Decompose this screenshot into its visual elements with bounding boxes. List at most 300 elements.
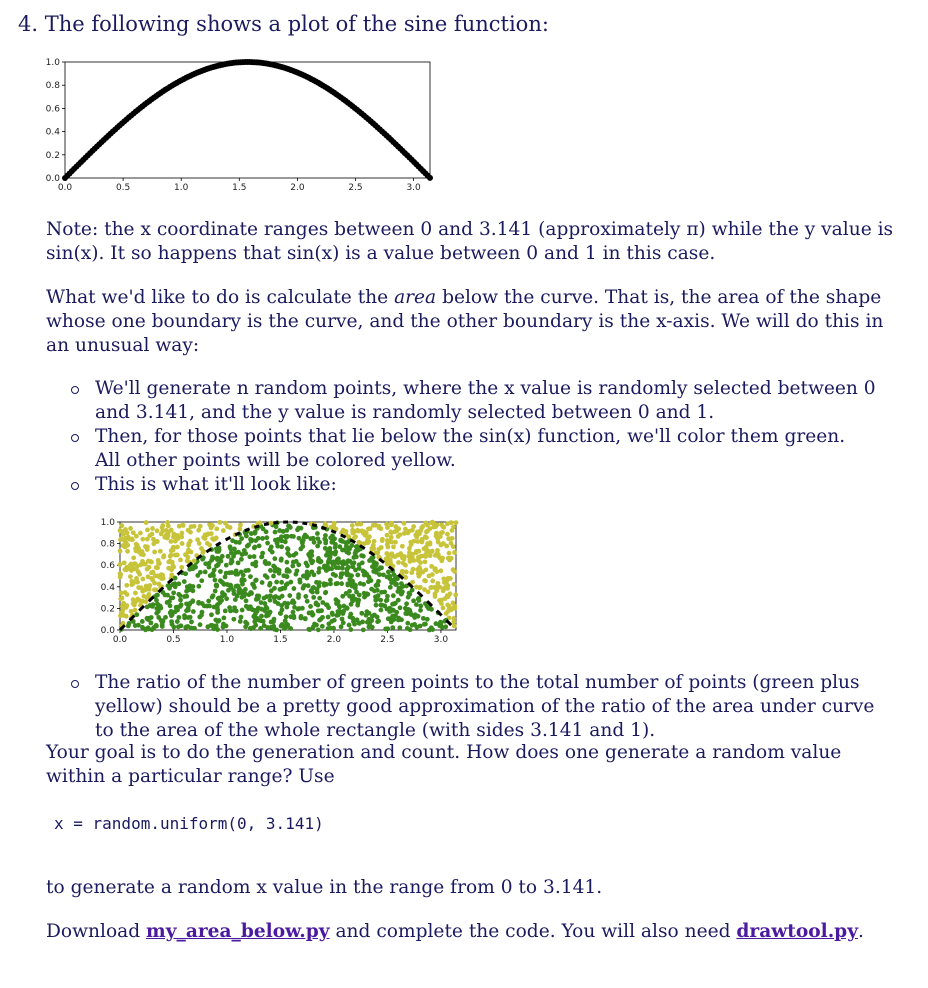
green-point — [291, 615, 296, 620]
ratio-bullet-list — [46, 671, 876, 743]
scatter_plot-ytick-label: 0.8 — [100, 539, 115, 550]
green-point — [355, 603, 360, 608]
yellow-point — [429, 564, 434, 569]
yellow-point — [439, 558, 444, 563]
green-point — [398, 605, 403, 610]
green-point — [195, 573, 200, 578]
yellow-point — [434, 569, 439, 574]
green-point — [272, 565, 277, 570]
yellow-point — [141, 594, 146, 599]
download-middle: and complete the code. You will also need — [329, 921, 737, 942]
yellow-point — [358, 541, 363, 546]
green-point — [257, 543, 262, 548]
green-point — [379, 590, 384, 595]
yellow-point — [369, 546, 374, 551]
green-point — [353, 583, 358, 588]
yellow-point — [378, 526, 383, 531]
yellow-point — [154, 587, 159, 592]
green-point — [317, 566, 322, 571]
yellow-point — [198, 524, 203, 529]
green-point — [290, 564, 295, 569]
yellow-point — [119, 523, 124, 528]
green-point — [196, 601, 201, 606]
green-point — [364, 609, 369, 614]
green-point — [344, 570, 349, 575]
green-point — [312, 622, 317, 627]
yellow-point — [446, 609, 451, 614]
question-title: 4. The following shows a plot of the sine function: — [18, 12, 549, 36]
yellow-point — [124, 541, 129, 546]
yellow-point — [423, 579, 428, 584]
green-point — [176, 581, 181, 586]
green-point — [326, 559, 331, 564]
sine_plot-xtick-label: 2.5 — [348, 183, 363, 193]
green-point — [199, 578, 204, 583]
green-point — [258, 626, 263, 631]
yellow-point — [437, 585, 442, 590]
green-point — [222, 592, 227, 597]
green-point — [189, 620, 194, 625]
green-point — [292, 600, 297, 605]
green-point — [283, 618, 288, 623]
green-point — [391, 593, 396, 598]
green-point — [310, 569, 315, 574]
yellow-point — [118, 575, 123, 580]
green-point — [297, 606, 302, 611]
green-point — [273, 594, 278, 599]
green-point — [359, 611, 364, 616]
goal-text-before: What we'd like to do is calculate the — [46, 287, 395, 308]
green-point — [323, 546, 328, 551]
yellow-point — [436, 540, 441, 545]
green-point — [161, 618, 166, 623]
green-point — [212, 578, 217, 583]
green-point — [253, 538, 258, 543]
scatter_plot-xtick-label: 2.0 — [326, 635, 342, 645]
green-point — [176, 624, 181, 629]
yellow-point — [209, 525, 214, 530]
green-point — [211, 556, 216, 561]
green-point — [297, 536, 302, 541]
yellow-point — [404, 570, 409, 575]
green-point — [215, 610, 220, 615]
yellow-point — [449, 556, 454, 561]
yellow-point — [350, 523, 355, 528]
yellow-point — [147, 587, 152, 592]
green-point — [397, 625, 402, 630]
green-point — [312, 540, 317, 545]
scatter_plot-xtick-label: 1.0 — [219, 635, 235, 645]
sine_plot-xtick-label: 0.5 — [115, 183, 131, 193]
yellow-point — [445, 603, 450, 608]
yellow-point — [133, 546, 138, 551]
yellow-point — [147, 533, 152, 538]
yellow-point — [389, 540, 394, 545]
green-point — [409, 612, 414, 617]
yellow-point — [192, 559, 197, 564]
sine-dash-segment — [274, 522, 279, 523]
green-point — [183, 571, 188, 576]
green-point — [252, 585, 257, 590]
yellow-point — [134, 576, 139, 581]
sine-dash-segment — [446, 620, 451, 625]
green-point — [400, 584, 405, 589]
green-point — [260, 580, 265, 585]
green-point — [285, 574, 290, 579]
green-point — [176, 592, 181, 597]
green-point — [317, 596, 322, 601]
yellow-point — [155, 528, 160, 533]
green-point — [149, 615, 154, 620]
yellow-point — [426, 589, 431, 594]
green-point — [408, 627, 413, 632]
yellow-point — [418, 585, 423, 590]
green-point — [375, 619, 380, 624]
green-point — [410, 588, 415, 593]
yellow-point — [437, 598, 442, 603]
yellow-point — [166, 560, 171, 565]
green-point — [407, 608, 412, 613]
green-point — [356, 621, 361, 626]
green-point — [279, 557, 284, 562]
scatter_plot-ytick-label: 1.0 — [100, 518, 115, 528]
green-point — [268, 598, 273, 603]
green-point — [369, 587, 374, 592]
yellow-point — [436, 554, 441, 559]
green-point — [328, 552, 333, 557]
green-point — [171, 590, 176, 595]
green-point — [396, 598, 401, 603]
green-point — [240, 577, 245, 582]
green-point — [146, 625, 151, 630]
yellow-point — [430, 572, 435, 577]
green-point — [421, 616, 426, 621]
yellow-point — [171, 565, 176, 570]
sine_plot-xtick-label: 1.5 — [232, 183, 247, 193]
yellow-point — [132, 561, 137, 566]
yellow-point — [445, 521, 450, 526]
sine_plot-xtick-label: 1.0 — [174, 183, 189, 193]
green-point — [323, 541, 328, 546]
green-point — [168, 603, 173, 608]
yellow-point — [423, 553, 428, 558]
green-point — [305, 599, 310, 604]
green-point — [211, 573, 216, 578]
green-point — [337, 603, 342, 608]
green-point — [170, 595, 175, 600]
green-point — [289, 534, 294, 539]
scatter_plot-xtick-label: 2.5 — [380, 635, 395, 645]
green-point — [191, 609, 196, 614]
yellow-point — [152, 550, 157, 555]
green-point — [302, 583, 307, 588]
yellow-point — [133, 591, 138, 596]
yellow-point — [432, 522, 437, 527]
my-area-below-link[interactable]: my_area_below.py — [146, 921, 330, 942]
yellow-point — [423, 559, 428, 564]
yellow-point — [128, 526, 133, 531]
green-point — [356, 598, 361, 603]
yellow-point — [125, 549, 130, 554]
yellow-point — [205, 541, 210, 546]
green-point — [367, 624, 372, 629]
green-point — [333, 573, 338, 578]
yellow-point — [122, 560, 127, 565]
yellow-point — [416, 558, 421, 563]
green-point — [249, 591, 254, 596]
sine-dash-segment — [245, 529, 250, 531]
green-point — [248, 574, 253, 579]
green-point — [336, 556, 341, 561]
sine-curve-point — [427, 175, 433, 181]
yellow-point — [366, 526, 371, 531]
green-point — [140, 625, 145, 630]
green-point — [216, 596, 221, 601]
green-point — [411, 598, 416, 603]
green-point — [352, 560, 357, 565]
yellow-point — [451, 600, 456, 605]
yellow-point — [396, 560, 401, 565]
yellow-point — [452, 582, 457, 587]
green-point — [228, 583, 233, 588]
yellow-point — [364, 530, 369, 535]
green-point — [248, 537, 253, 542]
yellow-point — [238, 527, 243, 532]
yellow-point — [209, 531, 214, 536]
note-paragraph: Note: the x coordinate ranges between 0 and 3.141 (approximately π) while the y value is sin(x). It so happens that sin(x) is a value between 0 and 1 in this case. — [46, 219, 894, 264]
green-point — [273, 530, 278, 535]
green-point — [347, 594, 352, 599]
green-point — [443, 624, 448, 629]
green-point — [234, 568, 239, 573]
green-point — [243, 587, 248, 592]
green-point — [358, 581, 363, 586]
yellow-point — [452, 606, 457, 611]
green-point — [305, 563, 310, 568]
green-point — [351, 555, 356, 560]
scatter_plot-ytick-label: 0.6 — [100, 561, 115, 572]
green-point — [269, 588, 274, 593]
green-point — [320, 624, 325, 629]
yellow-point — [125, 592, 130, 597]
green-point — [178, 598, 183, 603]
sine-dash-segment — [235, 533, 240, 535]
green-point — [351, 619, 356, 624]
yellow-point — [418, 529, 423, 534]
green-point — [166, 583, 171, 588]
yellow-point — [388, 561, 393, 566]
goal-paragraph — [46, 286, 896, 358]
yellow-point — [183, 552, 188, 557]
yellow-point — [189, 550, 194, 555]
yellow-point — [131, 567, 136, 572]
green-point — [427, 628, 432, 633]
green-point — [386, 569, 391, 574]
sine_plot-frame — [65, 62, 430, 178]
yellow-point — [407, 529, 412, 534]
green-point — [168, 610, 173, 615]
green-point — [306, 627, 311, 632]
green-point — [288, 626, 293, 631]
yellow-point — [199, 546, 204, 551]
yellow-point — [211, 537, 216, 542]
green-point — [145, 604, 150, 609]
yellow-point — [445, 532, 450, 537]
green-point — [173, 609, 178, 614]
green-point — [231, 617, 236, 622]
yellow-point — [358, 522, 363, 527]
green-point — [226, 588, 231, 593]
green-point — [340, 548, 345, 553]
green-point — [223, 574, 228, 579]
yellow-point — [443, 585, 448, 590]
yellow-point — [175, 553, 180, 558]
green-point — [374, 570, 379, 575]
yellow-point — [119, 536, 124, 541]
bullet-random-points: We'll generate n random points, where the x value is randomly selected between 0 and 3.141, and the y value is randomly selected between 0 and 1. — [46, 377, 876, 425]
green-point — [346, 551, 351, 556]
yellow-point — [128, 574, 133, 579]
code-snippet: x = random.uniform(0, 3.141) — [54, 814, 324, 833]
yellow-point — [151, 541, 156, 546]
download-after: . — [858, 921, 864, 942]
yellow-point — [444, 544, 449, 549]
green-point — [277, 528, 282, 533]
yellow-point — [268, 521, 273, 526]
green-point — [280, 586, 285, 591]
yellow-point — [131, 555, 136, 560]
sine_plot-ytick-label: 0.4 — [45, 127, 60, 138]
yellow-point — [179, 531, 184, 536]
green-point — [284, 535, 289, 540]
green-point — [260, 551, 265, 556]
yellow-point — [453, 592, 458, 597]
yellow-point — [180, 541, 185, 546]
green-point — [339, 581, 344, 586]
yellow-point — [155, 565, 160, 570]
green-point — [230, 538, 235, 543]
green-point — [375, 588, 380, 593]
sine_plot-ytick-label: 0.6 — [45, 104, 60, 115]
yellow-point — [136, 569, 141, 574]
yellow-point — [186, 528, 191, 533]
green-point — [329, 540, 334, 545]
green-point — [245, 544, 250, 549]
green-point — [330, 611, 335, 616]
green-point — [205, 624, 210, 629]
green-point — [264, 529, 269, 534]
green-point — [389, 608, 394, 613]
sine_plot-xtick-label: 0.0 — [57, 183, 73, 193]
yellow-point — [238, 522, 243, 527]
green-point — [422, 622, 427, 627]
yellow-point — [225, 524, 230, 529]
yellow-point — [158, 549, 163, 554]
yellow-point — [391, 545, 396, 550]
yellow-point — [159, 531, 164, 536]
green-point — [270, 550, 275, 555]
green-point — [378, 565, 383, 570]
yellow-point — [427, 542, 432, 547]
green-point — [354, 590, 359, 595]
green-point — [339, 571, 344, 576]
green-point — [167, 599, 172, 604]
green-point — [215, 603, 220, 608]
green-point — [133, 623, 138, 628]
green-point — [174, 605, 179, 610]
yellow-point — [422, 546, 427, 551]
green-point — [323, 590, 328, 595]
green-point — [390, 625, 395, 630]
green-point — [253, 563, 258, 568]
yellow-point — [131, 597, 136, 602]
yellow-point — [159, 576, 164, 581]
green-point — [357, 566, 362, 571]
yellow-point — [166, 533, 171, 538]
green-point — [268, 568, 273, 573]
green-point — [211, 593, 216, 598]
yellow-point — [168, 554, 173, 559]
green-point — [221, 581, 226, 586]
green-point — [348, 612, 353, 617]
green-point — [266, 613, 271, 618]
yellow-point — [221, 528, 226, 533]
yellow-point — [186, 543, 191, 548]
green-point — [191, 584, 196, 589]
green-point — [320, 600, 325, 605]
green-point — [241, 573, 246, 578]
green-point — [418, 608, 423, 613]
yellow-point — [169, 539, 174, 544]
scatter_plot-xtick-label: 0.5 — [166, 635, 181, 645]
yellow-point — [454, 520, 459, 525]
green-point — [229, 550, 234, 555]
yellow-point — [123, 527, 128, 532]
yellow-point — [451, 567, 456, 572]
green-point — [403, 611, 408, 616]
yellow-point — [145, 547, 150, 552]
green-point — [361, 627, 366, 632]
green-point — [371, 563, 376, 568]
green-point — [255, 593, 260, 598]
yellow-point — [389, 535, 394, 540]
yellow-point — [450, 528, 455, 533]
yellow-point — [423, 567, 428, 572]
yellow-point — [175, 536, 180, 541]
green-point — [283, 539, 288, 544]
yellow-point — [120, 608, 125, 613]
green-point — [325, 563, 330, 568]
green-point — [378, 598, 383, 603]
yellow-point — [450, 536, 455, 541]
yellow-point — [441, 525, 446, 530]
green-point — [156, 615, 161, 620]
yellow-point — [133, 608, 138, 613]
green-point — [279, 544, 284, 549]
drawtool-link[interactable]: drawtool.py — [736, 921, 858, 942]
yellow-point — [402, 555, 407, 560]
green-point — [347, 623, 352, 628]
green-point — [404, 601, 409, 606]
green-point — [269, 544, 274, 549]
download-before: Download — [46, 921, 147, 942]
yellow-point — [139, 585, 144, 590]
green-point — [213, 589, 218, 594]
green-point — [255, 616, 260, 621]
green-point — [438, 622, 443, 627]
yellow-point — [395, 527, 400, 532]
green-point — [239, 595, 244, 600]
